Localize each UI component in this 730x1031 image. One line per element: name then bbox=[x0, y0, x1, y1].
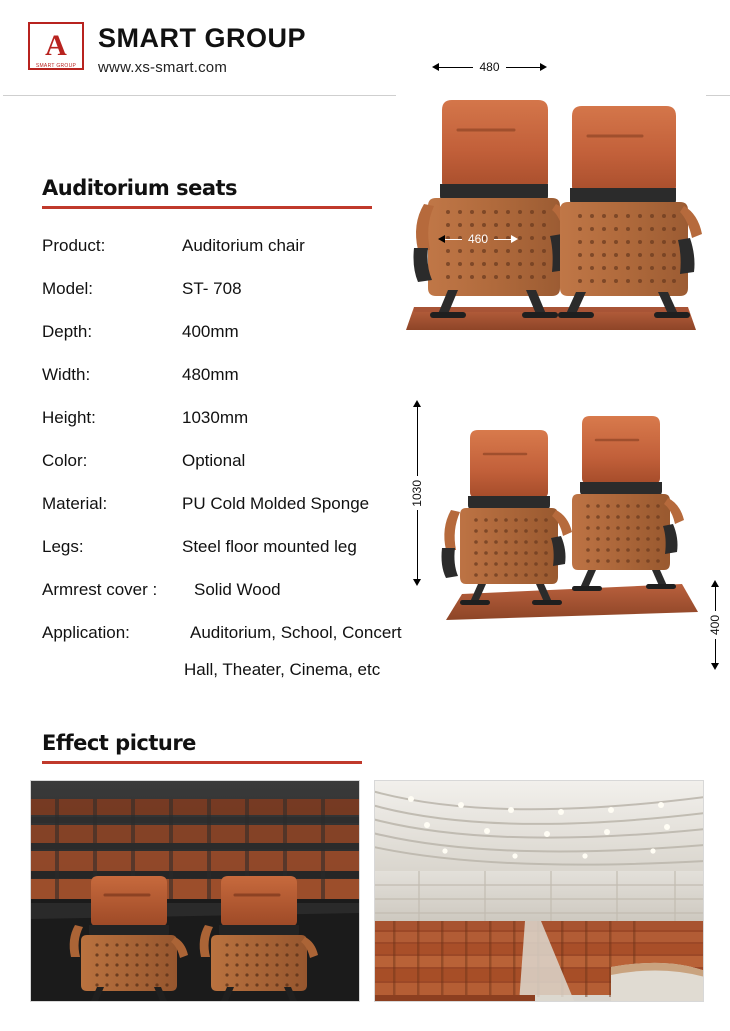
auditorium-chair-front-illustration bbox=[396, 72, 706, 347]
spec-row-application bbox=[42, 623, 472, 645]
dimension-label: 400 bbox=[708, 614, 722, 636]
dimension-width-480 bbox=[432, 60, 547, 74]
auditorium-interior-illustration bbox=[375, 781, 704, 1002]
spec-value: Optional bbox=[182, 451, 246, 470]
arrow-right-icon bbox=[540, 63, 547, 71]
spec-label: Model: bbox=[42, 279, 94, 298]
dimension-label: 480 bbox=[479, 60, 500, 74]
arrow-down-icon bbox=[711, 663, 719, 670]
arrow-up-icon bbox=[711, 580, 719, 587]
spec-label: Width: bbox=[42, 365, 91, 384]
brand-block bbox=[98, 24, 306, 76]
arrow-up-icon bbox=[413, 400, 421, 407]
arrow-left-icon bbox=[438, 235, 445, 243]
logo-letter: A bbox=[45, 29, 67, 62]
dimension-line bbox=[506, 67, 540, 68]
dimension-depth-400 bbox=[708, 580, 722, 670]
spec-label: Color: bbox=[42, 451, 88, 470]
dimension-line bbox=[715, 587, 716, 611]
page-left-margin bbox=[0, 0, 3, 1031]
brand-name: SMART GROUP bbox=[98, 23, 306, 53]
spec-row-width bbox=[42, 365, 472, 387]
logo-caption: SMART GROUP bbox=[35, 63, 77, 69]
brand-website: www.xs-smart.com bbox=[98, 58, 228, 76]
arrow-right-icon bbox=[511, 235, 518, 243]
dimension-line bbox=[445, 239, 462, 240]
spec-value: ST- 708 bbox=[182, 279, 242, 298]
spec-value: Auditorium chair bbox=[182, 236, 305, 255]
spec-label: Armrest cover : bbox=[42, 580, 158, 599]
product-section-heading bbox=[42, 176, 372, 209]
product-image-side bbox=[432, 398, 708, 638]
effect-section-title: Effect picture bbox=[42, 731, 196, 755]
dimension-label: 460 bbox=[467, 232, 489, 246]
spec-label: Height: bbox=[42, 408, 96, 427]
logo-icon bbox=[28, 22, 84, 70]
effect-section-heading bbox=[42, 731, 362, 764]
spec-value: 480mm bbox=[182, 365, 239, 384]
spec-row-armrest bbox=[42, 580, 472, 602]
spec-row-color bbox=[42, 451, 472, 473]
product-image-front bbox=[396, 72, 706, 347]
auditorium-chair-side-illustration bbox=[432, 398, 708, 638]
company-logo bbox=[28, 22, 84, 78]
effect-image-right bbox=[374, 780, 704, 1002]
effect-section-divider bbox=[42, 761, 362, 764]
dimension-line bbox=[715, 639, 716, 663]
spec-row-material bbox=[42, 494, 472, 516]
page-bottom-margin bbox=[0, 1022, 730, 1025]
spec-value: Solid Wood bbox=[194, 580, 281, 599]
spec-value: Auditorium, School, Concert bbox=[190, 623, 402, 642]
dimension-label: 1030 bbox=[410, 479, 424, 507]
dimension-height-1030 bbox=[410, 400, 424, 586]
spec-application-continued: Hall, Theater, Cinema, etc bbox=[184, 660, 381, 679]
effect-image-left bbox=[30, 780, 360, 1002]
spec-row-legs bbox=[42, 537, 472, 559]
spec-value: PU Cold Molded Sponge bbox=[182, 494, 370, 513]
dimension-line bbox=[417, 510, 418, 579]
spec-value: 1030mm bbox=[182, 408, 249, 427]
dimension-line bbox=[494, 239, 511, 240]
spec-label: Material: bbox=[42, 494, 108, 513]
dimension-line bbox=[439, 67, 473, 68]
auditorium-seats-closeup-illustration bbox=[31, 781, 360, 1002]
spec-label: Application: bbox=[42, 623, 130, 642]
spec-label: Legs: bbox=[42, 537, 84, 556]
dimension-line bbox=[417, 407, 418, 476]
arrow-left-icon bbox=[432, 63, 439, 71]
spec-value: Steel floor mounted leg bbox=[182, 537, 357, 556]
spec-row-height bbox=[42, 408, 472, 430]
dimension-seat-460 bbox=[438, 232, 518, 246]
arrow-down-icon bbox=[413, 579, 421, 586]
product-section-divider bbox=[42, 206, 372, 209]
spec-label: Depth: bbox=[42, 322, 93, 341]
product-section-title: Auditorium seats bbox=[42, 176, 238, 200]
spec-label: Product: bbox=[42, 236, 106, 255]
spec-value: 400mm bbox=[182, 322, 239, 341]
